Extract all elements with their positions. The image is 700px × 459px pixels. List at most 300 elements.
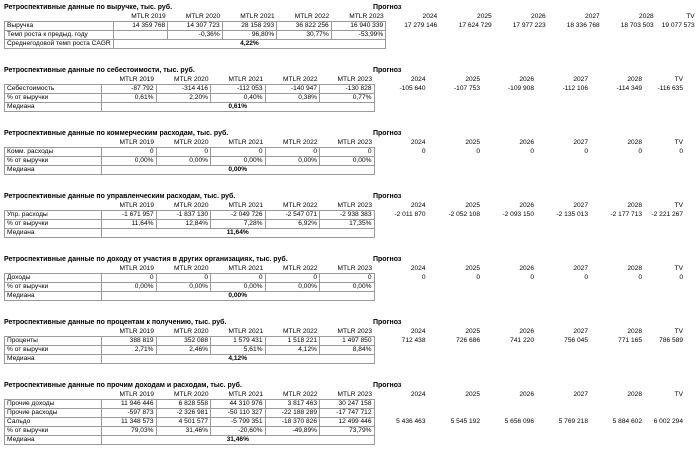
forecast-cell[interactable] (590, 157, 644, 166)
hist-cell[interactable]: 31,46% (156, 427, 211, 436)
header-hist-col: MTLR 2023 (337, 391, 372, 398)
hist-cell[interactable]: 7,28% (211, 220, 266, 229)
median-value[interactable]: 0,00% (102, 292, 375, 301)
row-label[interactable]: Выручка (5, 22, 114, 31)
hist-cell[interactable]: -5 799 351 (211, 418, 266, 427)
header-forecast-col: 2024 (422, 13, 438, 21)
hist-cell[interactable]: -1 837 130 (156, 211, 211, 220)
hist-cell[interactable]: 2,46% (156, 346, 211, 355)
forecast-cell[interactable]: 0 (476, 148, 480, 155)
hist-cell[interactable]: -2 326 981 (156, 409, 211, 418)
forecast-cell[interactable]: -109 908 (507, 85, 534, 92)
forecast-label: Прогноз (373, 382, 402, 389)
hist-cell[interactable]: -50 110 327 (211, 409, 266, 418)
median-value[interactable]: 0,61% (102, 103, 375, 112)
hist-cell[interactable]: 0 (265, 148, 320, 157)
hist-cell[interactable]: 8,84% (320, 346, 375, 355)
row-label[interactable]: Упр. расходы (5, 211, 102, 220)
forecast-cell[interactable] (374, 283, 428, 292)
hist-cell[interactable]: -49,89% (265, 427, 320, 436)
forecast-cell[interactable]: 17 977 223 (512, 22, 546, 29)
hist-cell[interactable]: 0,61% (102, 94, 157, 103)
forecast-cell[interactable] (374, 409, 428, 418)
hist-cell[interactable]: 352 088 (156, 337, 211, 346)
header-forecast-col: 2025 (465, 265, 480, 273)
hist-cell[interactable]: 11 946 446 (102, 400, 157, 409)
hist-cell[interactable]: 0 (211, 148, 266, 157)
header-label-cell (5, 328, 102, 337)
hist-cell[interactable]: 28 158 293 (222, 22, 277, 31)
forecast-cell[interactable] (548, 31, 602, 40)
header-hist-col: MTLR 2023 (337, 202, 372, 209)
header-hist-col: MTLR 2019 (119, 76, 154, 83)
forecast-cell[interactable] (644, 409, 685, 418)
row-label[interactable]: % от выручки (5, 346, 102, 355)
header-forecast-col: 2028 (627, 139, 642, 147)
median-value[interactable]: 4,22% (113, 40, 386, 49)
forecast-cell[interactable] (644, 157, 685, 166)
header-forecast-col: 2026 (519, 76, 534, 84)
forecast-cell[interactable]: 0 (638, 148, 642, 155)
header-forecast-col: 2028 (627, 328, 642, 336)
hist-cell[interactable]: 2,71% (102, 346, 157, 355)
forecast-cell[interactable]: 0 (584, 148, 588, 155)
forecast-cell[interactable]: 0 (476, 274, 480, 281)
header-forecast-col: 2028 (627, 202, 642, 210)
forecast-cell[interactable] (482, 427, 536, 436)
header-forecast-col: 2026 (519, 265, 534, 273)
header-hist-col: MTLR 2022 (283, 202, 318, 209)
forecast-cell[interactable] (644, 220, 685, 229)
forecast-cell[interactable] (590, 283, 644, 292)
hist-cell[interactable]: 30,77% (277, 31, 332, 40)
hist-cell[interactable]: 16 940 339 (331, 22, 386, 31)
forecast-cell[interactable] (590, 220, 644, 229)
section-title: Ретроспективные данные по выручке, тыс. руб. (4, 4, 173, 11)
hist-cell[interactable]: 0,00% (102, 157, 157, 166)
forecast-cell[interactable]: -2 221 267 (651, 211, 683, 218)
forecast-cell[interactable] (482, 283, 536, 292)
hist-cell[interactable]: -18 370 826 (265, 418, 320, 427)
header-hist-col: MTLR 2020 (174, 265, 209, 272)
table-row (5, 427, 686, 436)
hist-cell[interactable]: -130 828 (320, 85, 375, 94)
forecast-cell[interactable] (482, 157, 536, 166)
header-hist-col: MTLR 2020 (174, 391, 209, 398)
header-hist-col: MTLR 2023 (349, 13, 384, 20)
forecast-cell[interactable] (482, 346, 536, 355)
header-label-cell (5, 202, 102, 211)
header-hist-col: MTLR 2021 (228, 202, 263, 209)
forecast-cell[interactable] (536, 409, 590, 418)
hist-cell[interactable]: 0,40% (211, 94, 266, 103)
forecast-cell[interactable]: 0 (638, 274, 642, 281)
header-forecast-col: TV (686, 13, 695, 21)
forecast-label: Прогноз (373, 130, 402, 137)
header-forecast-col: 2024 (410, 202, 426, 210)
median-row (5, 40, 697, 49)
hist-cell[interactable]: 0,77% (320, 94, 375, 103)
header-label-cell (5, 139, 102, 148)
hist-cell[interactable]: 17,35% (320, 220, 375, 229)
forecast-cell[interactable] (644, 94, 685, 103)
hist-cell[interactable]: 0 (265, 274, 320, 283)
header-row (5, 13, 697, 22)
median-row (5, 436, 686, 445)
header-forecast-col: 2027 (573, 328, 588, 336)
hist-cell[interactable]: 0,00% (320, 283, 375, 292)
header-label-cell (5, 265, 102, 274)
table-row (5, 346, 686, 355)
median-label[interactable]: Медиана (5, 166, 102, 175)
hist-cell[interactable]: 5,61% (211, 346, 266, 355)
hist-cell[interactable]: 14 359 768 (113, 22, 168, 31)
forecast-cell[interactable] (590, 94, 644, 103)
hist-cell[interactable]: -17 747 712 (320, 409, 375, 418)
table-row (5, 409, 686, 418)
header-forecast-col: 2026 (519, 139, 534, 147)
forecast-cell[interactable]: 0 (584, 274, 588, 281)
forecast-cell[interactable]: -116 635 (657, 85, 683, 92)
forecast-cell[interactable] (428, 427, 482, 436)
header-forecast-col: 2027 (573, 76, 588, 84)
header-hist-col: MTLR 2021 (228, 391, 263, 398)
row-label[interactable]: Себестоимость (5, 85, 102, 94)
median-label[interactable]: Медиана (5, 355, 102, 364)
forecast-cell[interactable] (656, 31, 697, 40)
forecast-label: Прогноз (373, 67, 402, 74)
hist-cell[interactable]: 36 822 256 (277, 22, 332, 31)
median-value[interactable]: 0,00% (102, 166, 375, 175)
hist-cell[interactable]: 4,12% (265, 346, 320, 355)
header-hist-col: MTLR 2021 (228, 328, 263, 335)
forecast-cell[interactable]: 5 545 192 (450, 418, 480, 425)
hist-cell[interactable]: 0,00% (102, 283, 157, 292)
forecast-cell[interactable] (590, 346, 644, 355)
hist-cell[interactable]: 0,00% (156, 157, 211, 166)
hist-cell[interactable] (113, 31, 168, 40)
forecast-cell[interactable]: 756 045 (564, 337, 588, 344)
forecast-cell[interactable]: -107 753 (453, 85, 480, 92)
forecast-cell[interactable]: 17 279 146 (404, 22, 438, 29)
hist-cell[interactable]: -2 938 383 (320, 211, 375, 220)
header-forecast-col: 2024 (410, 265, 426, 273)
row-label[interactable]: Проценты (5, 337, 102, 346)
forecast-cell[interactable] (428, 409, 482, 418)
header-forecast-col: 2028 (627, 76, 642, 84)
row-label[interactable]: % от выручки (5, 283, 102, 292)
hist-cell[interactable]: 0 (211, 274, 266, 283)
hist-cell[interactable]: 0,38% (265, 94, 320, 103)
forecast-cell[interactable]: 0 (421, 274, 426, 281)
forecast-cell[interactable] (374, 400, 428, 409)
header-forecast-col: 2028 (627, 391, 642, 399)
data-table (4, 391, 686, 445)
hist-cell[interactable]: 1 518 221 (265, 337, 320, 346)
median-row (5, 355, 686, 364)
hist-cell[interactable]: 12,84% (156, 220, 211, 229)
hist-cell[interactable]: 14 307 723 (168, 22, 223, 31)
row-label[interactable]: % от выручки (5, 427, 102, 436)
forecast-cell[interactable] (386, 31, 440, 40)
median-value[interactable]: 4,12% (102, 355, 375, 364)
forecast-cell[interactable] (536, 283, 590, 292)
section-title: Ретроспективные данные по управленческим расходам, тыс. руб. (4, 193, 236, 200)
row-label[interactable]: Доходы (5, 274, 102, 283)
forecast-cell[interactable] (536, 157, 590, 166)
hist-cell[interactable]: -2 049 726 (211, 211, 266, 220)
header-hist-col: MTLR 2023 (337, 76, 372, 83)
forecast-cell[interactable] (428, 400, 482, 409)
forecast-cell[interactable]: 0 (679, 274, 683, 281)
forecast-cell[interactable] (482, 409, 536, 418)
hist-cell[interactable]: 30 247 158 (320, 400, 375, 409)
hist-cell[interactable]: 0 (102, 148, 157, 157)
median-label[interactable]: Медиана (5, 103, 102, 112)
forecast-cell[interactable] (374, 94, 428, 103)
median-value[interactable]: 11,64% (102, 229, 375, 238)
forecast-cell[interactable] (428, 220, 482, 229)
header-hist-col: MTLR 2020 (174, 202, 209, 209)
forecast-cell[interactable] (428, 157, 482, 166)
header-row (5, 139, 686, 148)
forecast-cell[interactable]: 0 (421, 148, 426, 155)
header-forecast-col: 2027 (573, 202, 588, 210)
section-title: Ретроспективные данные по процентам к получению, тыс. руб. (4, 319, 227, 326)
median-label[interactable]: Среднегодовой темп роста CAGR (5, 40, 114, 49)
hist-cell[interactable]: 0 (320, 148, 375, 157)
hist-cell[interactable]: -22 188 289 (265, 409, 320, 418)
header-row (5, 202, 686, 211)
hist-cell[interactable]: 1 497 850 (320, 337, 375, 346)
forecast-cell[interactable]: 18 703 503 (620, 22, 654, 29)
forecast-cell[interactable]: 771 165 (618, 337, 642, 344)
forecast-cell[interactable]: -2 135 013 (556, 211, 588, 218)
section-title: Ретроспективные данные по доходу от участия в других организациях, тыс. руб. (4, 256, 288, 263)
forecast-cell[interactable]: 17 624 729 (458, 22, 492, 29)
header-forecast-col: 2028 (639, 13, 654, 21)
hist-cell[interactable]: -20,60% (211, 427, 266, 436)
header-forecast-col: TV (674, 76, 683, 84)
hist-cell[interactable]: -0,36% (168, 31, 223, 40)
header-hist-col: MTLR 2021 (228, 265, 263, 272)
hist-cell[interactable]: -597 873 (102, 409, 157, 418)
forecast-cell[interactable]: 726 686 (456, 337, 480, 344)
header-hist-col: MTLR 2022 (294, 13, 330, 20)
header-hist-col: MTLR 2020 (174, 76, 209, 83)
forecast-cell[interactable] (482, 400, 536, 409)
forecast-cell[interactable] (536, 220, 590, 229)
header-forecast-col: TV (674, 202, 683, 210)
header-forecast-col: TV (674, 265, 683, 273)
forecast-cell[interactable]: 5 769 218 (558, 418, 588, 425)
hist-cell[interactable]: 96,80% (222, 31, 277, 40)
median-label[interactable]: Медиана (5, 292, 102, 301)
header-label-cell (5, 391, 102, 400)
forecast-cell[interactable] (590, 400, 644, 409)
table-row (5, 283, 686, 292)
row-label[interactable]: Сальдо (5, 418, 102, 427)
hist-cell[interactable]: 12 499 446 (320, 418, 375, 427)
hist-cell[interactable]: 0 (102, 274, 157, 283)
header-row (5, 76, 686, 85)
median-label[interactable]: Медиана (5, 229, 102, 238)
forecast-cell[interactable]: 786 589 (659, 337, 683, 344)
header-forecast-col: 2027 (573, 139, 588, 147)
forecast-cell[interactable] (644, 283, 685, 292)
forecast-cell[interactable] (428, 94, 482, 103)
hist-cell[interactable]: 0,00% (265, 283, 320, 292)
row-label[interactable]: Прочие расходы (5, 409, 102, 418)
hist-cell[interactable]: 388 819 (102, 337, 157, 346)
table-row (5, 31, 697, 40)
header-forecast-col: 2024 (410, 139, 426, 147)
header-forecast-col: 2025 (465, 202, 480, 210)
forecast-cell[interactable]: -112 106 (562, 85, 588, 92)
header-forecast-col: TV (674, 391, 683, 399)
hist-cell[interactable]: 0,00% (156, 283, 211, 292)
forecast-cell[interactable] (644, 400, 685, 409)
row-label[interactable]: % от выручки (5, 94, 102, 103)
header-hist-col: MTLR 2020 (185, 13, 221, 20)
header-forecast-col: 2028 (627, 265, 642, 273)
hist-cell[interactable]: -314 416 (156, 85, 211, 94)
row-label[interactable]: Комм. расходы (5, 148, 102, 157)
header-hist-col: MTLR 2019 (131, 13, 166, 20)
forecast-cell[interactable] (536, 346, 590, 355)
forecast-cell[interactable] (536, 427, 590, 436)
table-row (5, 157, 686, 166)
forecast-cell[interactable]: -2 093 150 (502, 211, 534, 218)
forecast-cell[interactable] (374, 427, 428, 436)
hist-cell[interactable]: 0 (156, 148, 211, 157)
forecast-cell[interactable]: 18 336 768 (566, 22, 600, 29)
forecast-cell[interactable]: 0 (679, 148, 683, 155)
table-row (5, 211, 686, 220)
hist-cell[interactable]: -112 053 (211, 85, 266, 94)
forecast-cell[interactable] (440, 31, 494, 40)
forecast-cell[interactable] (428, 346, 482, 355)
forecast-cell[interactable]: 5 884 602 (612, 418, 642, 425)
header-hist-col: MTLR 2019 (119, 391, 154, 398)
header-forecast-col: 2026 (519, 202, 534, 210)
hist-cell[interactable]: 2,20% (156, 94, 211, 103)
hist-cell[interactable]: 44 310 976 (211, 400, 266, 409)
hist-cell[interactable]: -140 947 (265, 85, 320, 94)
forecast-cell[interactable] (482, 94, 536, 103)
hist-cell[interactable]: 6,92% (265, 220, 320, 229)
section-title: Ретроспективные данные по коммерческим расходам, тыс. руб. (4, 130, 229, 137)
hist-cell[interactable]: 0,00% (320, 157, 375, 166)
data-table (4, 139, 686, 175)
hist-cell[interactable]: 11 348 573 (102, 418, 157, 427)
forecast-cell[interactable] (644, 346, 685, 355)
forecast-label: Прогноз (373, 319, 402, 326)
hist-cell[interactable]: 0 (320, 274, 375, 283)
forecast-cell[interactable]: 712 438 (401, 337, 426, 344)
data-table (4, 13, 697, 49)
hist-cell[interactable]: 11,64% (102, 220, 157, 229)
table-row (5, 85, 686, 94)
median-row (5, 103, 686, 112)
header-forecast-col: 2025 (465, 139, 480, 147)
header-forecast-col: 2026 (519, 328, 534, 336)
forecast-cell[interactable] (536, 400, 590, 409)
hist-cell[interactable]: -2 547 071 (265, 211, 320, 220)
hist-cell[interactable]: 0,00% (265, 157, 320, 166)
forecast-cell[interactable]: 6 002 294 (653, 418, 683, 425)
forecast-cell[interactable]: 0 (530, 274, 534, 281)
hist-cell[interactable]: 0,00% (211, 157, 266, 166)
forecast-cell[interactable] (602, 31, 656, 40)
hist-cell[interactable]: 0,00% (211, 283, 266, 292)
forecast-cell[interactable]: 741 220 (510, 337, 534, 344)
forecast-cell[interactable] (428, 283, 482, 292)
forecast-label: Прогноз (373, 4, 402, 11)
hist-cell[interactable]: 3 817 463 (265, 400, 320, 409)
forecast-cell[interactable] (482, 220, 536, 229)
hist-cell[interactable]: 6 828 558 (156, 400, 211, 409)
header-forecast-col: TV (674, 328, 683, 336)
row-label[interactable]: % от выручки (5, 220, 102, 229)
forecast-cell[interactable] (494, 31, 548, 40)
forecast-cell[interactable] (590, 409, 644, 418)
table-row (5, 418, 686, 427)
forecast-cell[interactable]: -2 052 108 (448, 211, 480, 218)
row-label[interactable]: % от выручки (5, 157, 102, 166)
forecast-cell[interactable]: -2 177 713 (610, 211, 642, 218)
table-row (5, 148, 686, 157)
forecast-cell[interactable] (374, 220, 428, 229)
forecast-cell[interactable]: -105 640 (399, 85, 426, 92)
header-forecast-col: 2025 (465, 391, 480, 399)
table-row (5, 94, 686, 103)
hist-cell[interactable]: 0 (156, 274, 211, 283)
forecast-cell[interactable] (644, 427, 685, 436)
table-row (5, 400, 686, 409)
forecast-cell[interactable] (590, 427, 644, 436)
hist-cell[interactable]: 1 579 431 (211, 337, 266, 346)
hist-cell[interactable]: 73,79% (320, 427, 375, 436)
row-label[interactable]: Прочие доходы (5, 400, 102, 409)
header-row (5, 265, 686, 274)
forecast-cell[interactable]: -2 011 870 (394, 211, 426, 218)
forecast-cell[interactable] (374, 157, 428, 166)
hist-cell[interactable]: 79,03% (102, 427, 157, 436)
forecast-cell[interactable] (536, 94, 590, 103)
header-forecast-col: 2025 (465, 328, 480, 336)
header-hist-col: MTLR 2019 (119, 265, 154, 272)
hist-cell[interactable]: -1 671 957 (102, 211, 157, 220)
forecast-cell[interactable]: 19 077 573 (661, 22, 695, 29)
forecast-cell[interactable] (374, 346, 428, 355)
median-label[interactable]: Медиана (5, 436, 102, 445)
median-value[interactable]: 31,46% (102, 436, 375, 445)
table-row (5, 22, 697, 31)
header-hist-col: MTLR 2021 (240, 13, 275, 20)
median-row (5, 166, 686, 175)
hist-cell[interactable]: 4 501 577 (156, 418, 211, 427)
hist-cell[interactable]: -53,99% (331, 31, 386, 40)
hist-cell[interactable]: -87 792 (102, 85, 157, 94)
forecast-cell[interactable]: 5 656 096 (504, 418, 534, 425)
header-hist-col: MTLR 2021 (228, 139, 263, 146)
forecast-cell[interactable]: 5 436 463 (396, 418, 426, 425)
forecast-cell[interactable]: -114 349 (616, 85, 642, 92)
header-forecast-col: 2024 (410, 391, 426, 399)
row-label[interactable]: Темп роста к предыд. году (5, 31, 114, 40)
forecast-cell[interactable]: 0 (530, 148, 534, 155)
